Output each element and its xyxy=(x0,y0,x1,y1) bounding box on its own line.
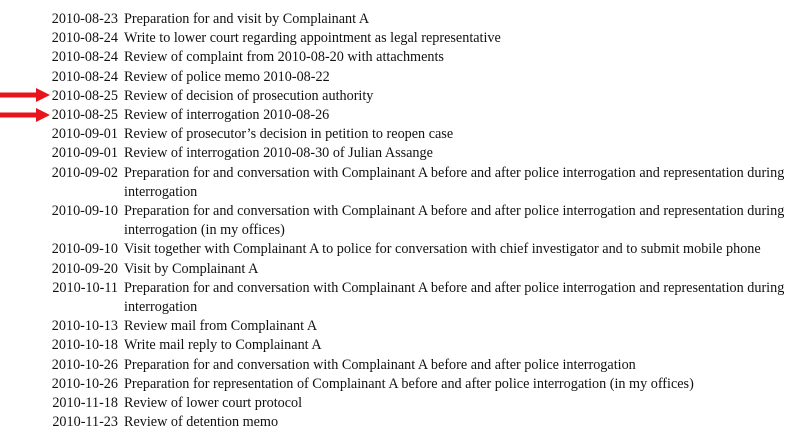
red-right-arrow-icon xyxy=(0,108,50,122)
entry-description: Visit together with Complainant A to police for conversation with chief investigator and to submit mobile phone xyxy=(124,241,761,258)
list-item xyxy=(0,125,800,144)
list-item xyxy=(0,164,800,202)
entry-description: Review of interrogation 2010-08-26 xyxy=(124,107,330,124)
entry-date: 2010-09-02 xyxy=(51,164,118,181)
entry-date: 2010-09-01 xyxy=(51,145,118,162)
list-item xyxy=(0,279,800,317)
entry-date: 2010-10-26 xyxy=(51,375,118,392)
entry-description: Preparation for and visit by Complainant A xyxy=(124,11,370,27)
entry-date: 2010-09-10 xyxy=(51,241,118,258)
entry-description: Preparation for and conversation with Complainant A before and after police interrogation and representation during interrogation (in my offices) xyxy=(124,203,785,239)
entry-description: Write mail reply to Complainant A xyxy=(124,337,322,354)
entry-description: Review of interrogation 2010-08-30 of Julian Assange xyxy=(124,145,433,162)
list-item xyxy=(0,356,800,375)
list-item xyxy=(0,144,800,163)
list-item xyxy=(0,375,800,394)
billing-entries-list xyxy=(0,10,800,438)
entry-date: 2010-11-23 xyxy=(52,414,118,431)
list-item xyxy=(0,87,800,106)
entry-description: Review of decision of prosecution authority xyxy=(124,87,374,104)
entry-description: Visit by Complainant A xyxy=(124,260,259,277)
list-item xyxy=(0,106,800,125)
list-item xyxy=(0,336,800,355)
entry-date: 2010-10-11 xyxy=(52,279,118,296)
entry-date: 2010-08-24 xyxy=(51,49,118,66)
entry-date: 2010-08-25 xyxy=(51,107,118,124)
entry-date: 2010-10-13 xyxy=(51,318,118,335)
entry-description: Preparation for and conversation with Complainant A before and after police interrogation and representation during interrogation xyxy=(124,164,785,200)
entry-description: Review of detention memo xyxy=(124,414,279,431)
entry-date: 2010-09-10 xyxy=(51,203,118,220)
entry-description: Review mail from Complainant A xyxy=(124,318,318,335)
entry-description: Preparation for representation of Complainant A before and after police interrogation (in my offices) xyxy=(124,375,694,392)
list-item xyxy=(0,317,800,336)
entry-description: Review of lower court protocol xyxy=(124,395,303,412)
entry-date: 2010-08-24 xyxy=(51,30,118,47)
entry-description: Review of complaint from 2010-08-20 with attachments xyxy=(124,49,444,66)
entry-description: Review of police memo 2010-08-22 xyxy=(124,68,330,85)
entry-description: Review of prosecutor’s decision in petition to reopen case xyxy=(124,126,454,143)
list-item xyxy=(0,48,800,67)
entry-date: 2010-08-23 xyxy=(51,11,118,27)
entry-date: 2010-08-25 xyxy=(51,87,118,104)
entry-description: Write to lower court regarding appointment as legal representative xyxy=(124,30,501,47)
cut-off-next-line xyxy=(0,432,800,438)
entry-date: 2010-09-01 xyxy=(51,126,118,143)
entry-date: 2010-10-18 xyxy=(51,337,118,354)
entry-date: 2010-09-20 xyxy=(51,260,118,277)
list-item xyxy=(0,68,800,87)
list-item xyxy=(0,29,800,48)
list-item xyxy=(0,202,800,240)
entry-description: Preparation for and conversation with Complainant A before and after police interrogation xyxy=(124,356,636,373)
entry-date: 2010-10-26 xyxy=(51,356,118,373)
list-item xyxy=(0,394,800,413)
entry-date: 2010-08-24 xyxy=(51,68,118,85)
list-item xyxy=(0,413,800,432)
list-item xyxy=(0,10,800,29)
list-item xyxy=(0,260,800,279)
entry-description: Preparation for and conversation with Complainant A before and after police interrogation and representation during interrogation xyxy=(124,279,785,316)
entry-date: 2010-11-18 xyxy=(52,395,118,412)
list-item xyxy=(0,240,800,259)
red-right-arrow-icon xyxy=(0,88,50,102)
